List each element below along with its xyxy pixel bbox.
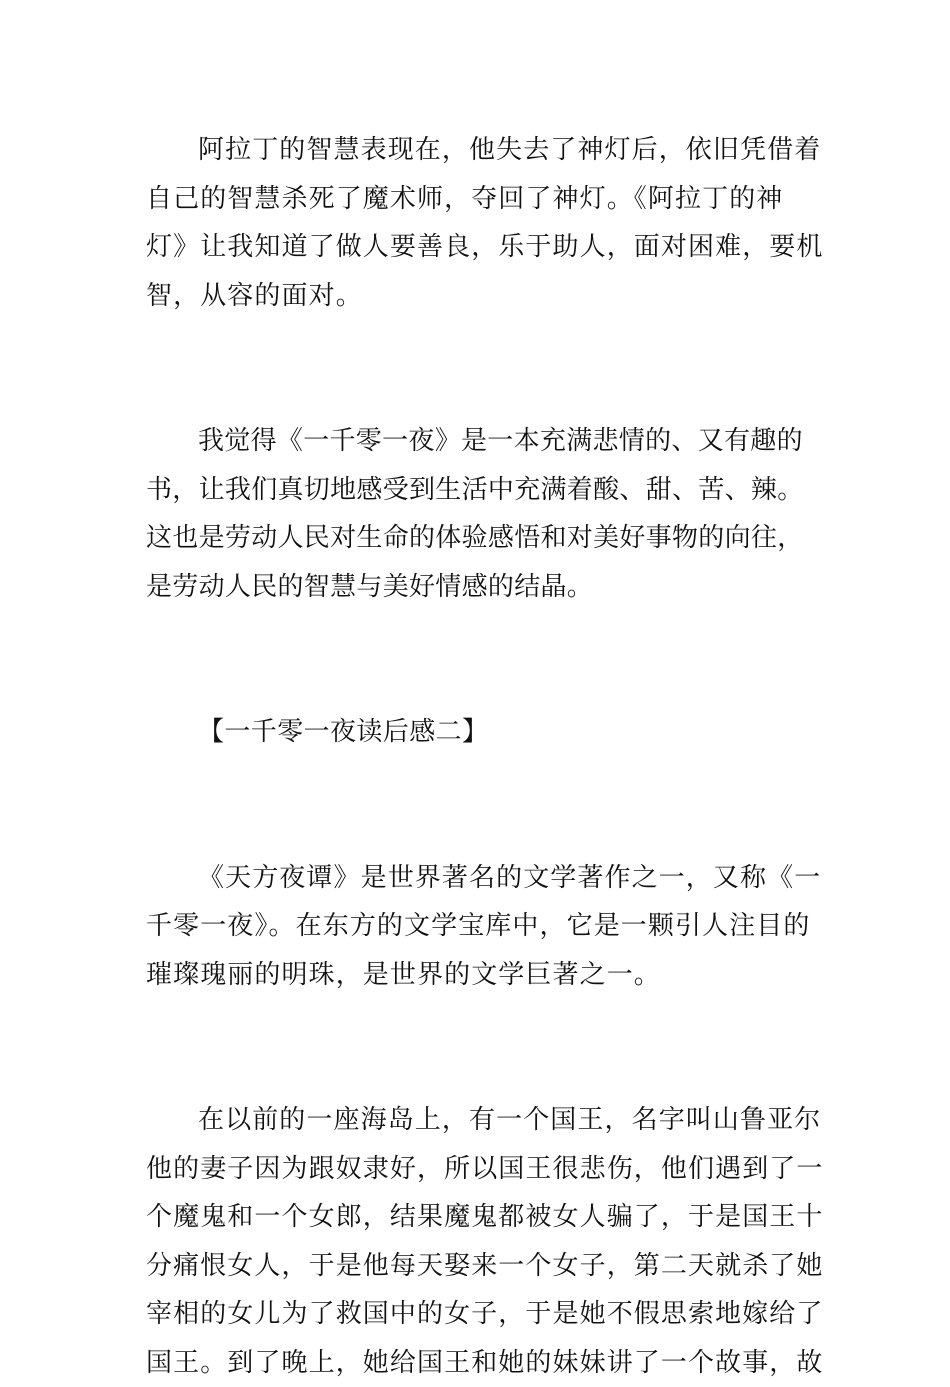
- text-line: 是劳动人民的智慧与美好情感的结晶。: [146, 563, 806, 612]
- text-line: 璀璨瑰丽的明珠，是世界的文学巨著之一。: [146, 951, 806, 1000]
- paragraph-aladdin-wisdom: [146, 126, 806, 320]
- text-line: 书，让我们真切地感受到生活中充满着酸、甜、苦、辣。: [146, 466, 806, 515]
- text-line: 《天方夜谭》是世界著名的文学著作之一，又称《一: [146, 854, 806, 903]
- paragraph-gap: [146, 999, 806, 1096]
- text-line: 国王。到了晚上，她给国王和她的妹妹讲了一个故事，故: [146, 1339, 806, 1387]
- paragraph-king-story: [146, 1096, 806, 1387]
- text-line: 阿拉丁的智慧表现在，他失去了神灯后，依旧凭借着: [146, 126, 806, 175]
- text-line: 千零一夜》。在东方的文学宝库中，它是一颗引人注目的: [146, 902, 806, 951]
- paragraph-arabian-nights-intro: [146, 854, 806, 1000]
- text-line: 分痛恨女人，于是他每天娶来一个女子，第二天就杀了她: [146, 1242, 806, 1291]
- paragraph-gap: [146, 611, 806, 708]
- text-line: 自己的智慧杀死了魔术师，夺回了神灯。《阿拉丁的神: [146, 175, 806, 224]
- text-line: 个魔鬼和一个女郎，结果魔鬼都被女人骗了，于是国王十: [146, 1193, 806, 1242]
- document-page: [146, 126, 806, 1387]
- text-line: 我觉得《一千零一夜》是一本充满悲情的、又有趣的: [146, 417, 806, 466]
- text-line: 宰相的女儿为了救国中的女子，于是她不假思索地嫁给了: [146, 1290, 806, 1339]
- paragraph-gap: [146, 320, 806, 417]
- text-line: 他的妻子因为跟奴隶好，所以国王很悲伤，他们遇到了一: [146, 1145, 806, 1194]
- text-line: 这也是劳动人民对生命的体验感悟和对美好事物的向往，: [146, 514, 806, 563]
- text-line: 灯》让我知道了做人要善良，乐于助人，面对困难，要机: [146, 223, 806, 272]
- paragraph-book-reflection: [146, 417, 806, 611]
- paragraph-gap: [146, 757, 806, 854]
- text-line: 在以前的一座海岛上，有一个国王，名字叫山鲁亚尔: [146, 1096, 806, 1145]
- section-heading: 【一千零一夜读后感二】: [146, 708, 806, 757]
- text-line: 智，从容的面对。: [146, 272, 806, 321]
